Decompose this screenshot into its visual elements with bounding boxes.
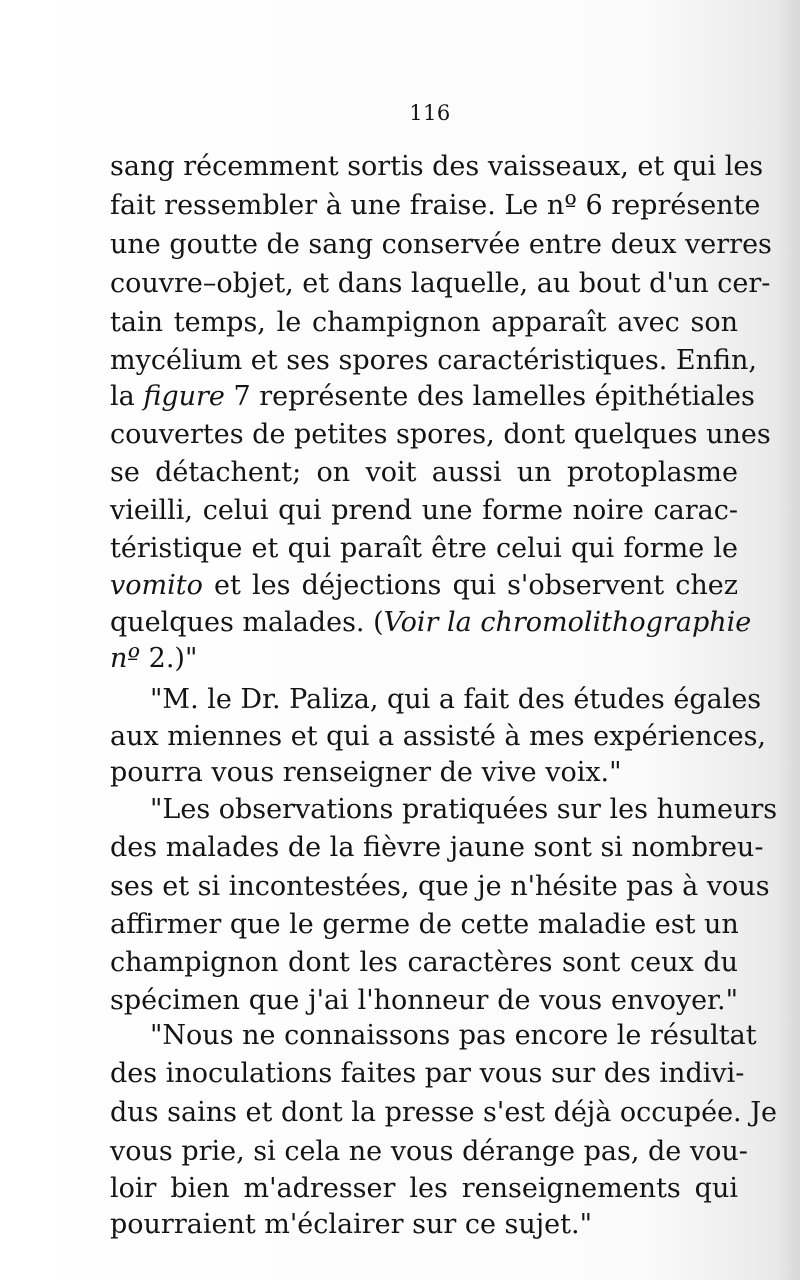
text-segment: couvertes de petites spores, dont quelques unes <box>110 419 771 450</box>
text-line <box>110 267 771 301</box>
text-segment: des malades de la fièvre jaune sont si nombreu- <box>110 832 764 863</box>
text-segment: quelques malades. ( <box>110 607 384 638</box>
text-segment: "M. le Dr. Paliza, qui a fait des études égales <box>150 684 762 715</box>
text-line <box>110 456 738 490</box>
text-segment: téristique et qui paraît être celui qui forme le <box>110 533 738 564</box>
text-line <box>110 189 761 223</box>
page-number: 116 <box>409 101 451 125</box>
text-segment: mycélium et ses spores caractéristiques. Enfin, <box>110 345 758 376</box>
text-line <box>110 418 771 452</box>
text-line <box>110 1135 748 1169</box>
text-segment: la <box>110 381 144 412</box>
text-segment: pourraient m'éclairer sur ce sujet." <box>110 1209 593 1240</box>
text-line <box>150 683 762 717</box>
text-line <box>110 908 738 942</box>
text-line <box>110 831 764 865</box>
text-line <box>110 606 752 640</box>
text-line <box>110 946 738 980</box>
text-line <box>110 870 770 904</box>
text-segment: aux miennes et qui a assisté à mes expériences, <box>110 721 767 752</box>
text-line <box>110 756 622 790</box>
text-segment-italic: figure <box>143 381 225 412</box>
text-segment: affirmer que le germe de cette maladie est un <box>110 909 739 940</box>
text-segment: 7 représente des lamelles épithétiales <box>224 381 755 412</box>
text-line <box>110 494 738 528</box>
text-segment: "Nous ne connaissons pas encore le résultat <box>150 1020 757 1051</box>
text-line <box>110 720 767 754</box>
text-line <box>110 984 738 1018</box>
text-segment: dus sains et dont la presse s'est déjà occupée. Je <box>110 1097 778 1128</box>
text-segment: champignon dont les caractères sont ceux du <box>110 947 738 978</box>
text-line <box>110 1096 778 1130</box>
text-segment: des inoculations faites par vous sur des indivi- <box>110 1058 745 1089</box>
text-segment: et les déjections qui s'observent chez <box>202 570 738 601</box>
text-segment: fait ressembler à une fraise. Le nº 6 représente <box>110 190 761 221</box>
text-segment: sang récemment sortis des vaisseaux, et qui les <box>110 151 764 182</box>
text-segment: loir bien m'adresser les renseignements qui <box>110 1173 738 1204</box>
text-segment-italic: nº <box>110 643 141 674</box>
text-segment: couvre–objet, et dans laquelle, au bout d'un cer- <box>110 268 771 299</box>
text-line <box>110 228 772 262</box>
text-line <box>110 569 738 603</box>
text-segment: spécimen que j'ai l'honneur de vous envoyer." <box>110 985 738 1016</box>
text-segment: une goutte de sang conservée entre deux verres <box>110 229 772 260</box>
text-segment: ses et si incontestées, que je n'hésite pas à vous <box>110 871 770 902</box>
text-segment: tain temps, le champignon apparaît avec son <box>110 307 738 338</box>
text-line <box>110 150 764 184</box>
text-segment: "Les observations pratiquées sur les humeurs <box>150 794 778 825</box>
text-line <box>110 642 197 676</box>
text-line <box>150 1019 757 1053</box>
text-segment: vous prie, si cela ne vous dérange pas, de vou- <box>110 1136 748 1167</box>
text-segment: vieilli, celui qui prend une forme noire carac- <box>110 495 738 526</box>
text-segment: se détachent; on voit aussi un protoplasme <box>110 457 738 488</box>
text-segment: pourra vous renseigner de vive voix." <box>110 757 622 788</box>
text-segment-italic: Voir la chromolithographie <box>383 607 752 638</box>
text-line <box>150 793 778 827</box>
text-segment: 2.)" <box>140 643 198 674</box>
text-line <box>110 380 755 414</box>
text-line <box>110 1057 745 1091</box>
text-segment-italic: vomito <box>110 570 203 601</box>
text-line <box>110 1172 738 1206</box>
text-line <box>110 1208 592 1242</box>
text-line <box>110 532 738 566</box>
text-line <box>110 306 738 340</box>
text-line <box>110 344 758 378</box>
